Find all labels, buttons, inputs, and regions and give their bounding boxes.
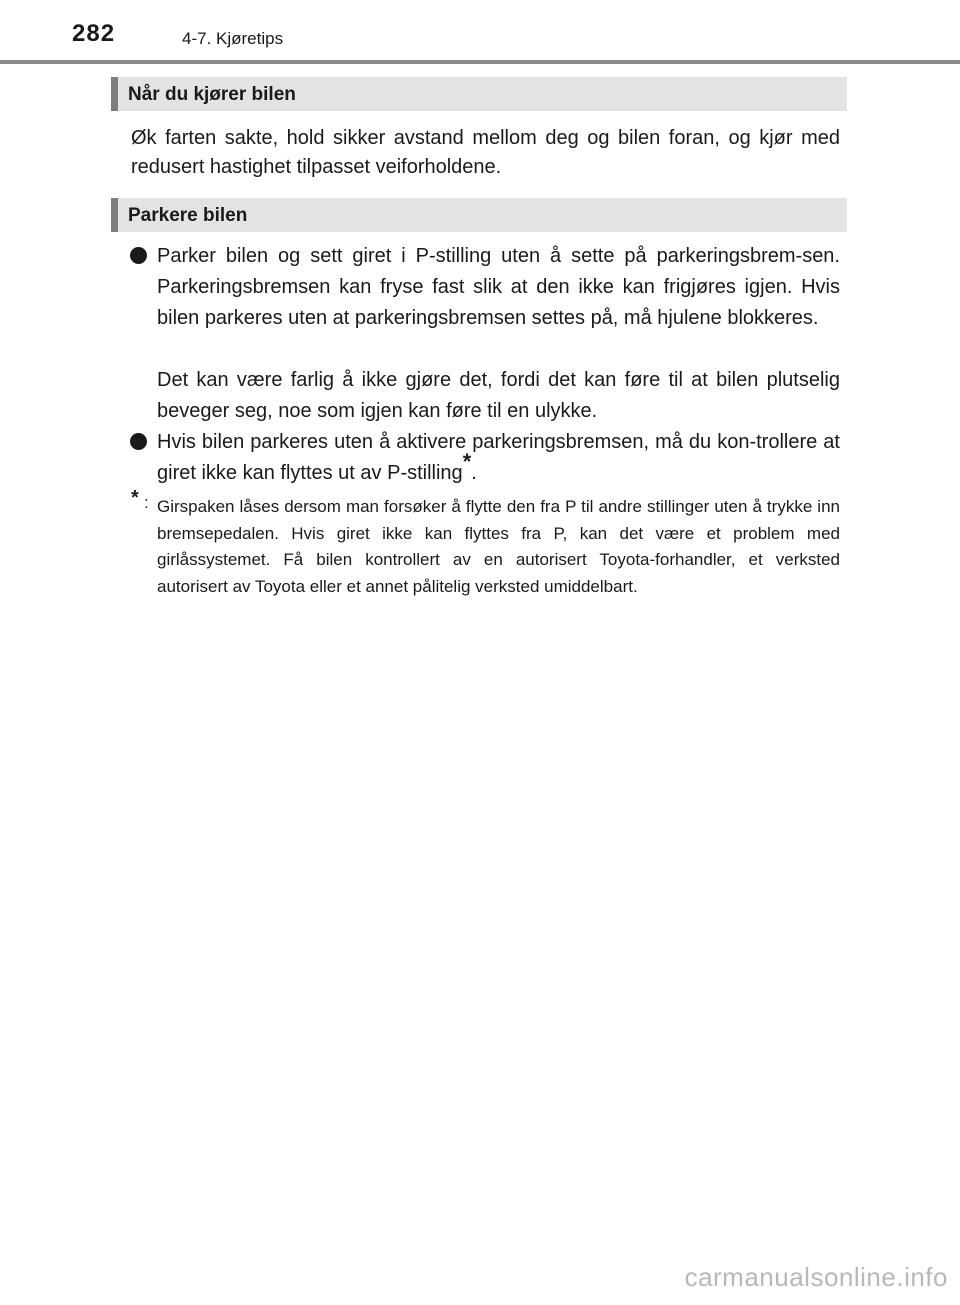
footnote-marker: * bbox=[131, 487, 139, 509]
footnote-reference: * bbox=[462, 449, 472, 475]
bullet-paragraph: Parker bilen og sett giret i P-stilling uten å sette på parkeringsbrem-sen. Parkeringsbremsen kan fryse fast slik at den ikke kan frigjøres igjen. Hvis bilen parkeres uten at parkeringsbremsen settes på, må hjulene blokkeres. bbox=[157, 245, 840, 329]
page-header bbox=[0, 0, 960, 66]
bullet-dot-icon bbox=[130, 247, 147, 264]
bullet-paragraph bbox=[157, 427, 840, 489]
bullet-paragraph-text: Hvis bilen parkeres uten å aktivere parkeringsbremsen, må du kon-trollere at giret ikke kan flyttes ut av P-stilling bbox=[157, 431, 840, 484]
section-heading-driving-label: Når du kjører bilen bbox=[128, 84, 296, 105]
watermark: carmanualsonline.info bbox=[684, 1262, 948, 1292]
bullet-paragraph-warning: Det kan være farlig å ikke gjøre det, fordi det kan føre til at bilen plutselig beveger seg, noe som igjen kan føre til en ulykke. bbox=[157, 369, 840, 422]
section-heading-parking bbox=[111, 198, 847, 232]
header-divider bbox=[0, 60, 960, 64]
bullet-dot-icon bbox=[130, 433, 147, 450]
bullet-paragraph-end: . bbox=[471, 462, 477, 484]
section-heading-parking-label: Parkere bilen bbox=[128, 205, 248, 226]
driving-paragraph: Øk farten sakte, hold sikker avstand mellom deg og bilen foran, og kjør med redusert hastighet tilpasset veiforholdene. bbox=[131, 127, 840, 178]
section-label: 4-7. Kjøretips bbox=[182, 29, 284, 48]
footnote-text: Girspaken låses dersom man forsøker å flytte den fra P til andre stillinger uten å trykke inn bremsepedalen. Hvis giret ikke kan flyttes fra P, kan det være et problem med girlåssystemet. Få bilen kontrollert av en autorisert Toyota-forhandler, et verksted autorisert av Toyota eller et annet pålitelig verksted umiddelbart. bbox=[157, 497, 840, 596]
footnote-separator: : bbox=[144, 493, 149, 512]
section-heading-driving bbox=[111, 77, 847, 111]
page-number: 282 bbox=[72, 20, 116, 47]
